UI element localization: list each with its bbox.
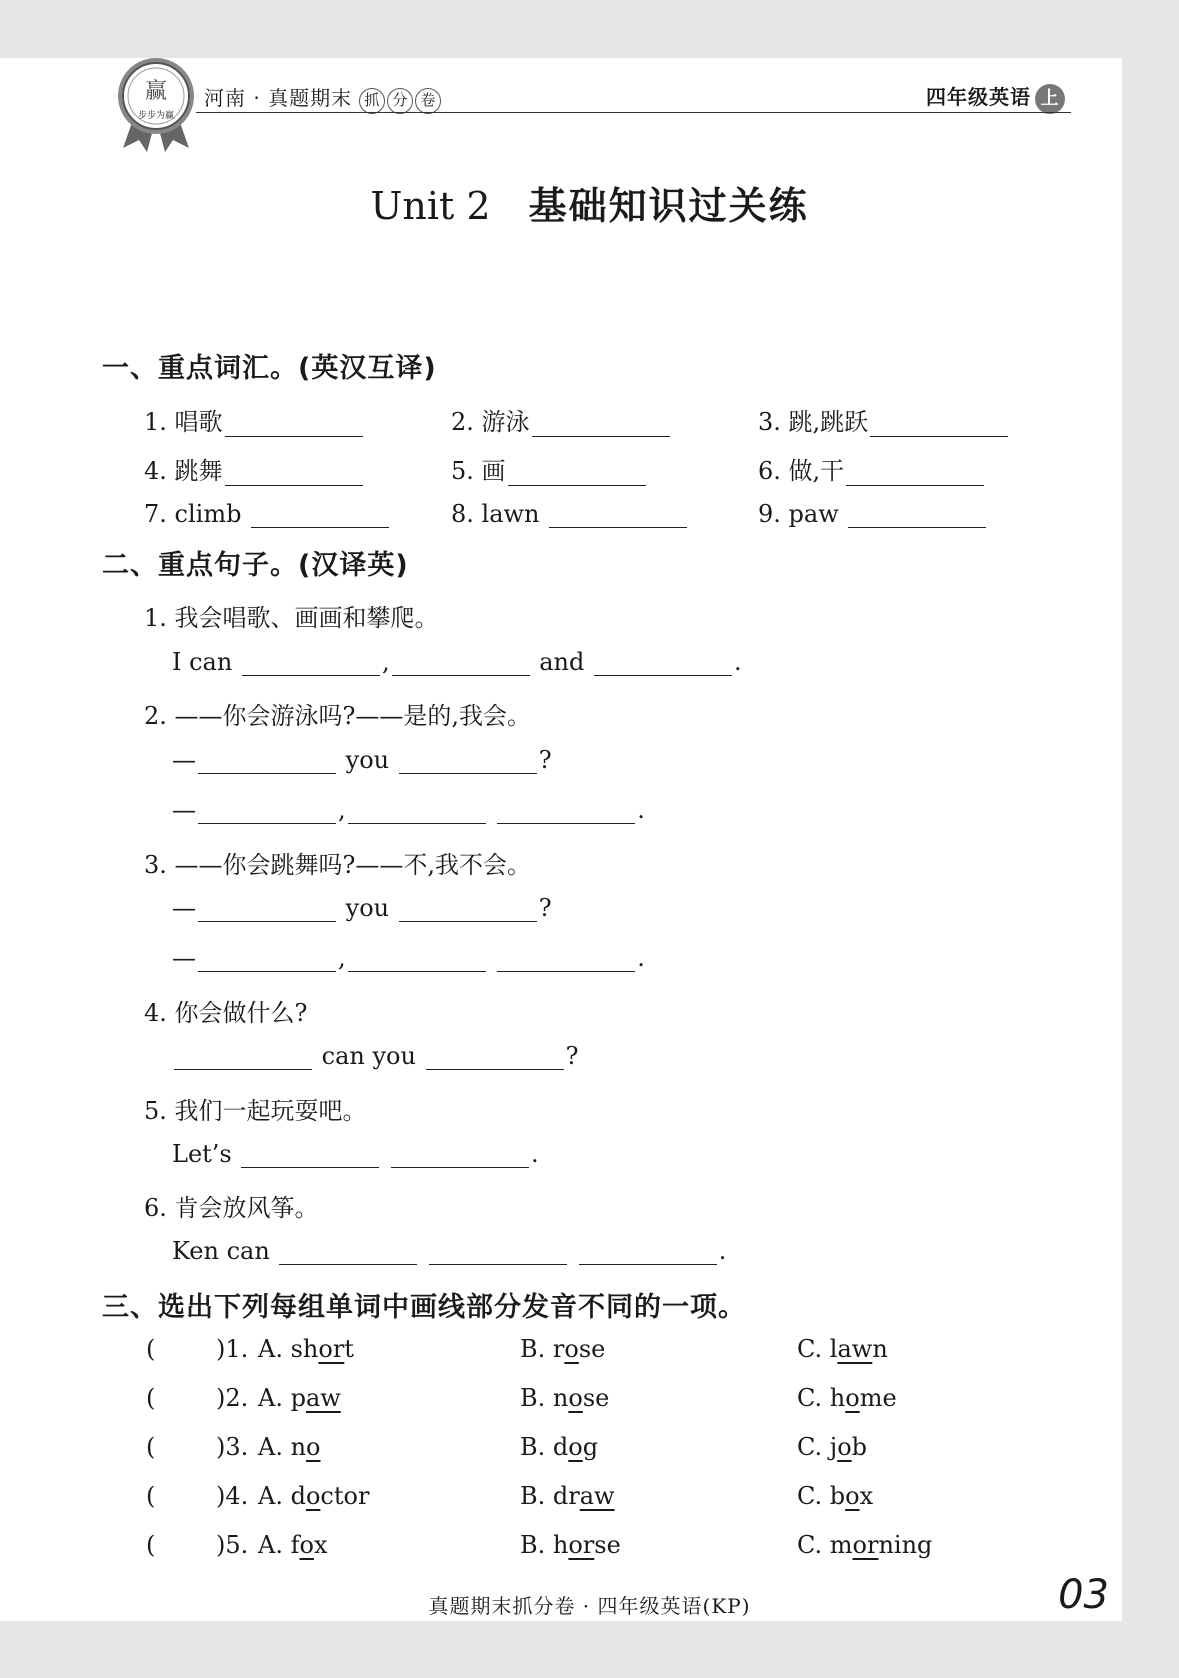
option-a: A. fox	[258, 1531, 328, 1559]
underlined-letters: or	[852, 1531, 879, 1559]
page-title: Unit 2 基础知识过关练	[370, 184, 809, 228]
vocab-item: 5. 画	[451, 451, 648, 486]
underlined-letters: o	[564, 1335, 579, 1363]
option-c: C. morning	[797, 1531, 933, 1559]
vocab-item: 8. lawn	[451, 500, 689, 528]
answer-bracket[interactable]: (	[146, 1531, 156, 1559]
answer-bracket[interactable]: (	[146, 1433, 156, 1461]
answer-line: I can , and .	[172, 648, 742, 676]
answer-line: — , .	[172, 944, 645, 972]
volume-badge: 上	[1035, 84, 1065, 114]
underlined-letters: o	[299, 1531, 314, 1559]
option-b: B. nose	[520, 1384, 610, 1412]
underlined-letters: aw	[837, 1335, 873, 1363]
underlined-letters: aw	[305, 1384, 341, 1412]
answer-bracket[interactable]: (	[146, 1335, 156, 1363]
option-b: B. horse	[520, 1531, 621, 1559]
option-a: A. short	[258, 1335, 354, 1363]
question-number: )5.	[216, 1531, 249, 1559]
answer-line: — you ?	[172, 746, 552, 774]
header-rule	[196, 112, 1071, 113]
option-c: C. lawn	[797, 1335, 888, 1363]
vocab-item: 4. 跳舞	[144, 451, 365, 486]
sentence-prompt: 2. ——你会游泳吗?——是的,我会。	[144, 702, 532, 730]
underlined-letters: o	[845, 1482, 860, 1510]
svg-text:赢: 赢	[144, 79, 168, 104]
header-grade-subject: 四年级英语 上	[926, 81, 1065, 114]
underlined-letters: o	[568, 1433, 583, 1461]
sentence-prompt: 6. 肯会放风筝。	[144, 1194, 319, 1222]
underlined-letters: o	[305, 1482, 321, 1510]
section-1-heading: 一、重点词汇。(英汉互译)	[102, 353, 437, 384]
section-3-heading: 三、选出下列每组单词中画线部分发音不同的一项。	[102, 1292, 746, 1323]
underlined-letters: aw	[579, 1482, 615, 1510]
page-number: 03	[1058, 1572, 1109, 1618]
vocab-item: 3. 跳,跳跃	[758, 402, 1010, 437]
underlined-letters: o	[568, 1384, 583, 1412]
answer-line: — , .	[172, 796, 645, 824]
vocab-item: 1. 唱歌	[144, 402, 365, 437]
question-number: )2.	[216, 1384, 249, 1412]
underlined-letters: or	[568, 1531, 595, 1559]
underlined-letters: o	[306, 1433, 321, 1461]
underlined-letters: o	[837, 1433, 852, 1461]
rosette-logo	[113, 56, 199, 152]
svg-text:步步为赢: 步步为赢	[137, 111, 175, 121]
sentence-prompt: 4. 你会做什么?	[144, 999, 308, 1027]
question-number: )4.	[216, 1482, 249, 1510]
section-2-heading: 二、重点句子。(汉译英)	[102, 550, 409, 581]
header-series-title: 河南 · 真题期末 抓 分 卷	[204, 82, 443, 114]
answer-line: can you ?	[172, 1042, 578, 1070]
vocab-item: 9. paw	[758, 500, 988, 528]
answer-line: — you ?	[172, 894, 552, 922]
option-c: C. box	[797, 1482, 874, 1510]
footer-text: 真题期末抓分卷 · 四年级英语(KP)	[428, 1594, 751, 1618]
option-b: B. rose	[520, 1335, 606, 1363]
answer-line: Ken can .	[172, 1237, 727, 1265]
option-c: C. home	[797, 1384, 897, 1412]
option-b: B. draw	[520, 1482, 615, 1510]
answer-bracket[interactable]: (	[146, 1482, 156, 1510]
answer-bracket[interactable]: (	[146, 1384, 156, 1412]
vocab-item: 6. 做,干	[758, 451, 986, 486]
vocab-item: 2. 游泳	[451, 402, 672, 437]
sentence-prompt: 3. ——你会跳舞吗?——不,我不会。	[144, 851, 532, 879]
question-number: )3.	[216, 1433, 249, 1461]
question-number: )1.	[216, 1335, 249, 1363]
sentence-prompt: 5. 我们一起玩耍吧。	[144, 1097, 367, 1125]
option-c: C. job	[797, 1433, 868, 1461]
answer-line: Let’s .	[172, 1140, 539, 1168]
option-a: A. no	[258, 1433, 321, 1461]
option-a: A. doctor	[258, 1482, 370, 1510]
sentence-prompt: 1. 我会唱歌、画画和攀爬。	[144, 604, 439, 632]
vocab-item: 7. climb	[144, 500, 391, 528]
option-a: A. paw	[258, 1384, 341, 1412]
underlined-letters: o	[845, 1384, 860, 1412]
underlined-letters: or	[318, 1335, 345, 1363]
option-b: B. dog	[520, 1433, 599, 1461]
